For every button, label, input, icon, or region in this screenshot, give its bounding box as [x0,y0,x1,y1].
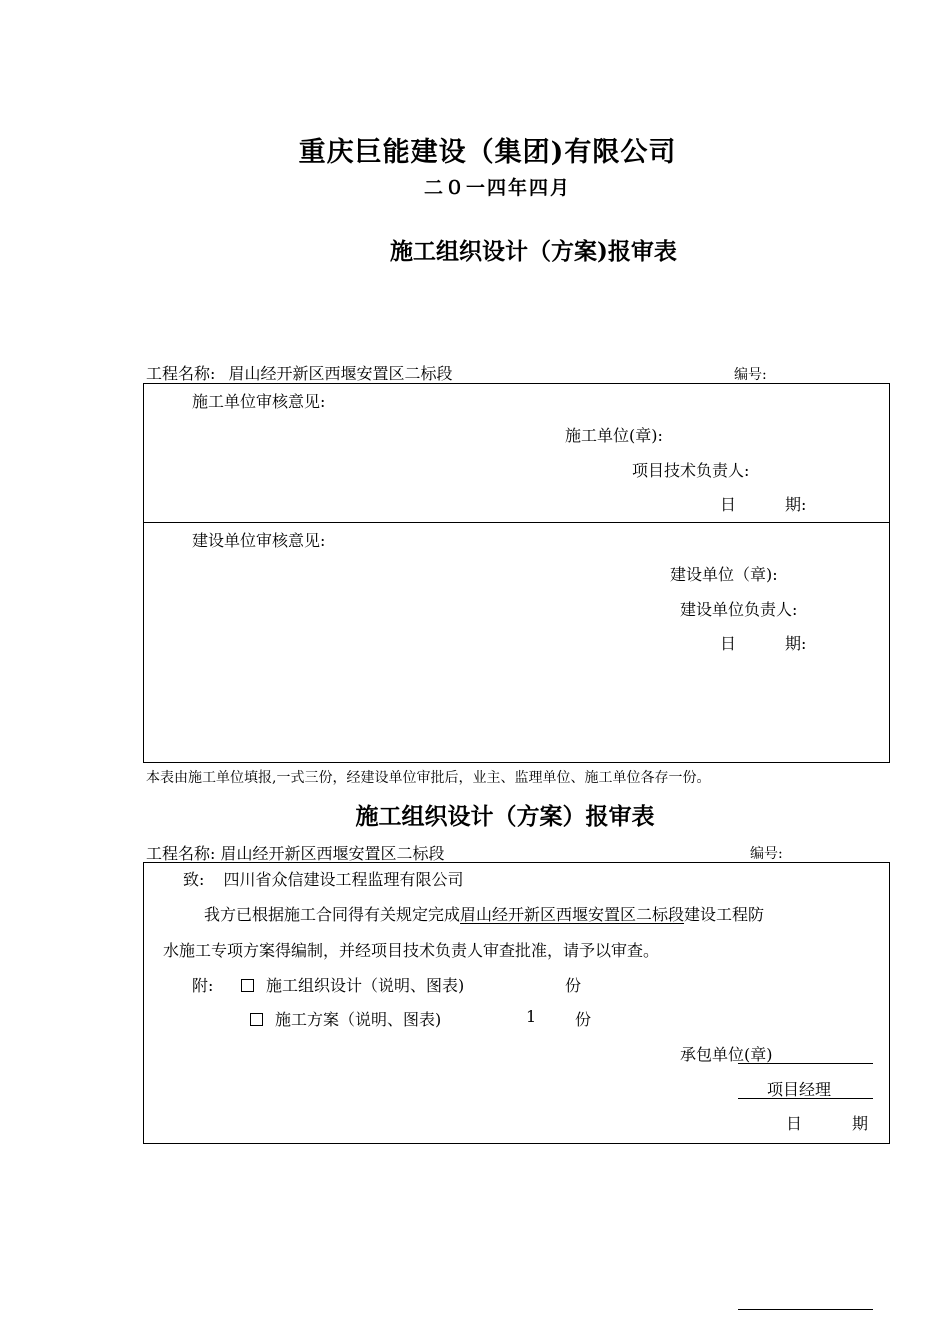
form1-owner-unit-seal: 建设单位（章): [670,565,778,584]
form2-body-line2: 水施工专项方案得编制，并经项目技术负责人审查批准，请予以审查。 [163,941,660,960]
pm-signature-line [738,1098,873,1099]
form1-project-name: 眉山经开新区西堰安置区二标段 [228,364,453,383]
form2-attach2-row [250,1007,441,1030]
form1-footnote: 本表由施工单位填报,一式三份，经建设单位审批后，业主、监理单位、施工单位各存一份。 [146,770,711,786]
form2-attach-label: 附: [192,976,214,995]
bottom-rule [738,1309,873,1310]
attach2-unit: 份 [575,1010,592,1029]
form2-date-label-a: 日 [786,1114,803,1133]
attach1-unit: 份 [565,976,582,995]
form1-owner-responsible-label: 建设单位负责人: [680,600,798,619]
form1-project-label: 工程名称: [146,364,216,383]
form1-construction-unit-seal: 施工单位(章): [565,426,663,445]
form2-title: 施工组织设计（方案）报审表 [355,803,655,830]
form2-to-name: 四川省众信建设工程监理有限公司 [223,870,464,889]
form1-owner-date-label-a: 日 [720,634,737,653]
form2-attach1-row [241,973,464,996]
form2-body-line1 [204,902,764,925]
form2-body-text-a: 我方已根据施工合同得有关规定完成 [204,905,461,924]
form1-table [143,383,890,763]
form2-date-label-b: 期 [852,1114,869,1133]
form1-title: 施工组织设计（方案)报审表 [390,238,677,265]
form2-project-label: 工程名称: [146,844,216,863]
form2-pm-label: 项目经理 [767,1080,832,1099]
form2-body-text-b: 建设工程防 [684,905,765,924]
form1-date-label-b: 期: [785,495,807,514]
form2-contractor-seal: 承包单位(章) [680,1045,773,1064]
form2-project-name: 眉山经开新区西堰安置区二标段 [220,844,445,863]
form1-section2-heading: 建设单位审核意见: [192,531,326,550]
attach2-count: 1 [526,1007,537,1026]
form2-to-label: 致: [183,870,205,889]
document-date: 二０一四年四月 [423,177,571,199]
form2-recipient-row [183,867,464,890]
form1-number-label: 编号: [734,367,767,383]
form2-body-project: 眉山经开新区西堰安置区二标段 [460,905,685,924]
attach1-checkbox[interactable] [241,979,254,992]
attach2-checkbox[interactable] [250,1013,263,1026]
form1-project-row [146,361,453,384]
form2-number-label: 编号: [750,846,783,862]
form1-date-label-a: 日 [720,495,737,514]
attach2-text: 施工方案（说明、图表) [275,1010,442,1029]
company-name: 重庆巨能建设（集团)有限公司 [298,137,677,168]
form1-tech-lead-label: 项目技术负责人: [632,461,750,480]
attach1-text: 施工组织设计（说明、图表) [266,976,465,995]
contractor-seal-line [738,1063,873,1064]
form1-divider [143,522,890,523]
form1-section1-heading: 施工单位审核意见: [192,392,326,411]
form1-owner-date-label-b: 期: [785,634,807,653]
form2-project-row [146,841,445,864]
